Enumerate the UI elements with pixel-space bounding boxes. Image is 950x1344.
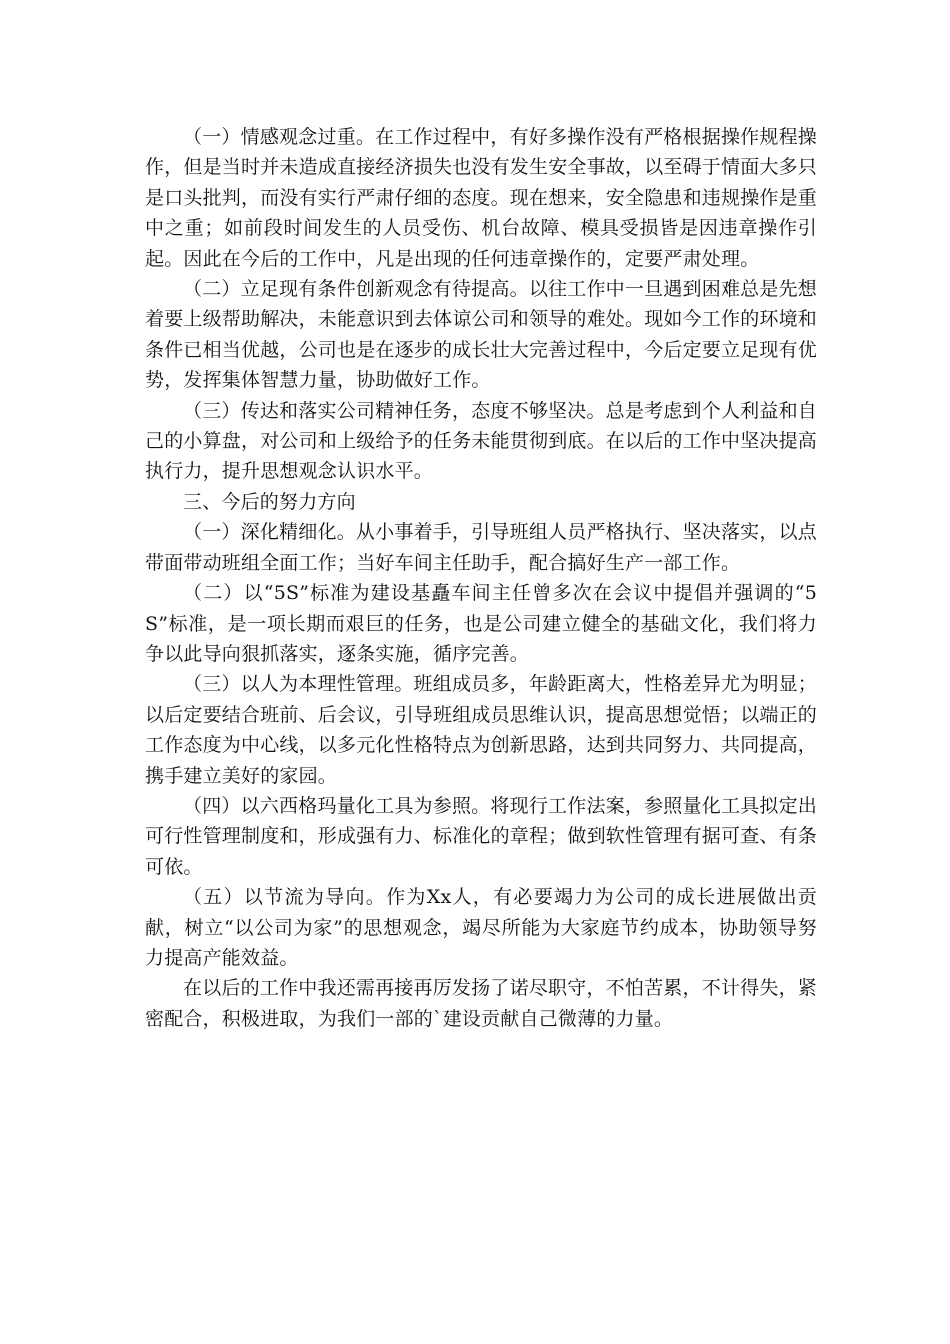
list-item-six-sigma: （四）以六西格玛量化工具为参照。将现行工作法案，参照量化工具拟定出可行性管理制度和，形成强有力、标准化的章程；做到软性管理有据可查、有条可依。: [145, 794, 818, 878]
list-item-refinement: （一）深化精细化。从小事着手，引导班组人员严格执行、坚决落实，以点带面带动班组全面工作；当好车间主任助手，配合搞好生产一部工作。: [145, 521, 817, 574]
list-item-cost-saving: （五）以节流为导向。作为Xx人，有必要竭力为公司的成长进展做出贡献，树立“以公司为家”的思想观念，竭尽所能为大家庭节约成本，协助领导努力提高产能效益。: [145, 886, 817, 969]
list-item-5s: （二）以“5S”标准为建设基矗车间主任曾多次在会议中提倡并强调的“5S”标准，是一项长期而艰巨的任务，也是公司建立健全的基础文化，我们将力争以此导向狠抓落实，逐条实施，循序完善。: [145, 582, 817, 665]
section-heading: 三、今后的努力方向: [183, 490, 356, 513]
paragraph-emotion: （一）情感观念过重。在工作过程中，有好多操作没有严格根据操作规程操作，但是当时并未造成直接经济损失也没有发生安全事故，以至碍于情面大多只是口头批判，而没有实行严肃仔细的态度。现在想来，安全隐患和违规操作是重中之重；如前段时间发生的人员受伤、机台故障、模具受损皆是因违章操作引起。因此在今后的工作中，凡是出现的任何违章操作的，定要严肃处理。: [145, 126, 818, 270]
paragraph-innovation: （二）立足现有条件创新观念有待提高。以往工作中一旦遇到困难总是先想着要上级帮助解决，未能意识到去体谅公司和领导的难处。现如今工作的环境和条件已相当优越，公司也是在逐步的成长壮大完善过程中，今后定要立足现有优势，发挥集体智慧力量，协助做好工作。: [145, 278, 818, 392]
closing-paragraph: 在以后的工作中我还需再接再厉发扬了诺尽职守，不怕苦累，不计得失，紧密配合，积极进取，为我们一部的`建设贡献自己微薄的力量。: [145, 977, 817, 1030]
document-body: [145, 122, 817, 1034]
paragraph-execution: （三）传达和落实公司精神任务，态度不够坚决。总是考虑到个人利益和自己的小算盘，对公司和上级给予的任务未能贯彻到底。在以后的工作中坚决提高执行力，提升思想观念认识水平。: [145, 399, 818, 483]
list-item-people: （三）以人为本理性管理。班组成员多，年龄距离大，性格差异尤为明显；以后定要结合班前、后会议，引导班组成员思维认识，提高思想觉悟；以端正的工作态度为中心线，以多元化性格特点为创新思路，达到共同努力、共同提高，携手建立美好的家园。: [145, 673, 818, 787]
